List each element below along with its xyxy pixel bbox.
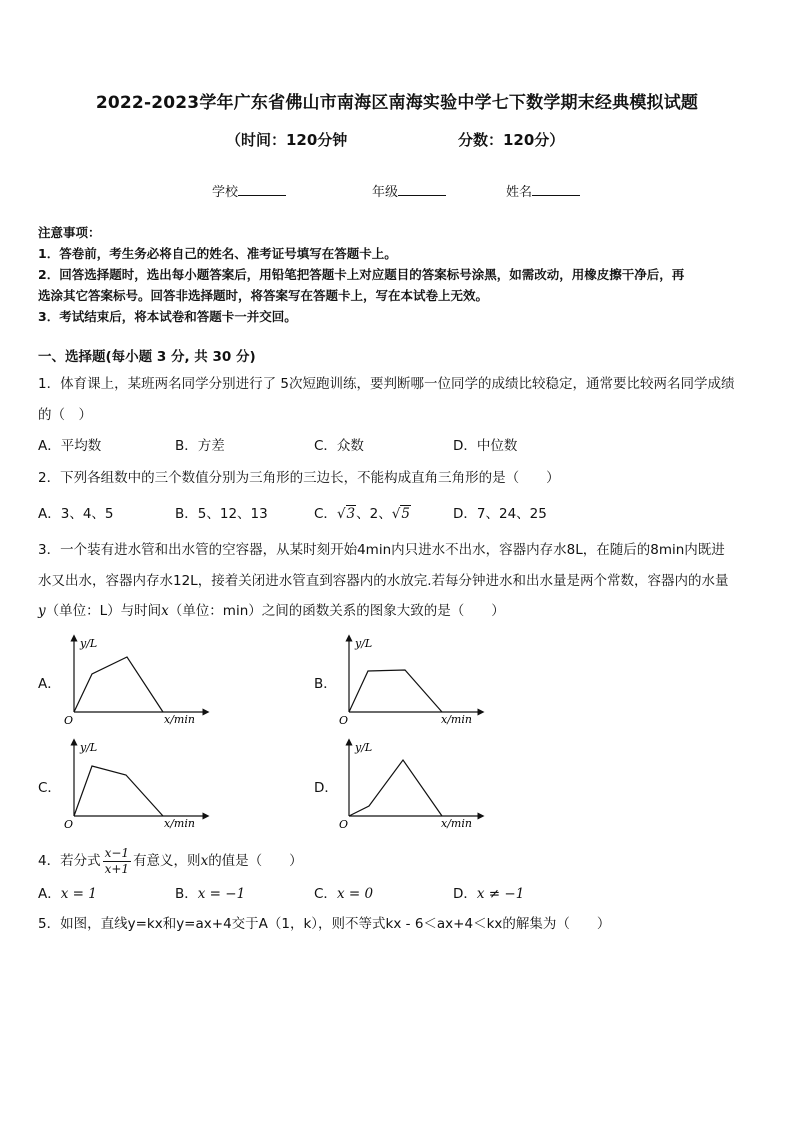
q1-option-a[interactable]: A．平均数: [38, 438, 102, 454]
q3-var-y: y: [38, 603, 46, 619]
q3-graph-d[interactable]: [335, 738, 485, 830]
q4-option-d[interactable]: [453, 884, 524, 904]
exam-title: 2022-2023学年广东省佛山市南海区南海实验中学七下数学期末经典模拟试题: [95, 93, 699, 113]
q3-var-x: x: [161, 603, 169, 619]
q4-option-b[interactable]: [175, 884, 245, 904]
q2-option-c-mid: 、2、: [356, 506, 392, 522]
section-heading: 一、选择题(每小题 3 分, 共 30 分): [38, 349, 256, 365]
q1-text-line2: 的（ ）: [38, 407, 92, 423]
q2-option-b[interactable]: B．5、12、13: [175, 506, 268, 522]
graph-line: [74, 657, 163, 712]
q2-option-c[interactable]: C．√3、2、√5: [314, 506, 410, 522]
q3-option-c-label[interactable]: C．: [38, 780, 61, 796]
school-label: 学校: [212, 185, 239, 200]
q2-sqrt-5: 5: [401, 506, 410, 522]
q4-option-a-math: x = 1: [60, 886, 97, 902]
q4-option-a-label: A．: [38, 886, 61, 902]
origin-label: O: [64, 818, 74, 830]
q3-graph-b[interactable]: [335, 634, 485, 726]
q3-text-line3-b: （单位：min）之间的函数关系的图象大致的是（ ）: [168, 603, 505, 619]
q1-option-d[interactable]: D．中位数: [453, 438, 518, 454]
y-axis-label: y/L: [355, 741, 373, 754]
notice-item-2-cont: 选涂其它答案标号。回答非选择题时，将答案写在答题卡上，写在本试卷上无效。: [38, 288, 489, 303]
x-axis-label: x/min: [164, 713, 195, 726]
notice-item-2: 2．回答选择题时，选出每小题答案后，用铅笔把答题卡上对应题目的答案标号涂黑，如需改动，用橡皮擦干净后，再: [38, 267, 685, 282]
q3-graph-a[interactable]: [60, 634, 210, 726]
y-axis-label: y/L: [80, 741, 98, 754]
q3-text-line3: [38, 601, 760, 621]
q4-option-a[interactable]: [38, 884, 97, 904]
x-axis-label: x/min: [441, 817, 472, 830]
school-field: [212, 181, 286, 200]
q2-option-a[interactable]: A．3、4、5: [38, 506, 114, 522]
q1-option-b[interactable]: B．方差: [175, 438, 225, 454]
name-field: [506, 181, 580, 200]
exam-time: （时间：120分钟: [226, 131, 348, 149]
q4-text: [38, 844, 760, 878]
x-axis-label: x/min: [164, 817, 195, 830]
q4-option-c-math: x = 0: [336, 886, 374, 902]
q5-text: 5．如图，直线y=kx和y=ax+4交于A（1，k），则不等式kx - 6＜ax+4＜kx的解集为（ ）: [38, 916, 611, 932]
graph-line: [74, 766, 163, 816]
q4-option-b-label: B．: [175, 886, 198, 902]
q3-graph-c[interactable]: [60, 738, 210, 830]
name-blank: [532, 183, 580, 196]
q4-numerator: x−1: [104, 845, 130, 860]
school-blank: [238, 183, 286, 196]
q4-denominator: x+1: [104, 861, 130, 876]
origin-label: O: [64, 714, 74, 726]
q4-suffix: 的值是（ ）: [208, 853, 303, 869]
q4-mid: 有意义，则: [133, 853, 201, 869]
q2-sqrt-3: 3: [346, 506, 356, 522]
grade-field: [372, 181, 446, 200]
grade-blank: [398, 183, 446, 196]
notice-block: [38, 222, 758, 327]
name-label: 姓名: [506, 185, 533, 200]
origin-label: O: [339, 818, 349, 830]
q4-var: x: [200, 853, 209, 869]
q4-prefix: 4．若分式: [38, 853, 101, 869]
q4-option-b-math: x = −1: [197, 886, 246, 902]
q1-option-c[interactable]: C．众数: [314, 438, 364, 454]
y-axis-label: y/L: [80, 637, 98, 650]
y-axis-label: y/L: [355, 637, 373, 650]
origin-label: O: [339, 714, 349, 726]
q3-text-line3-a: （单位：L）与时间: [45, 603, 162, 619]
q2-option-d[interactable]: D．7、24、25: [453, 506, 547, 522]
q2-text: 2．下列各组数中的三个数值分别为三角形的三边长，不能构成直角三角形的是（ ）: [38, 470, 560, 486]
q4-option-d-math: x ≠ −1: [476, 886, 525, 902]
graph-line: [349, 670, 442, 712]
notice-heading: 注意事项：: [38, 225, 101, 240]
q3-option-d-label[interactable]: D．: [314, 780, 338, 796]
q3-text-line2: 水又出水，容器内存水12L，接着关闭进水管直到容器内的水放完.若每分钟进水和出水量是两个常数，容器内的水量: [38, 573, 729, 589]
q4-option-d-label: D．: [453, 886, 477, 902]
x-axis-label: x/min: [441, 713, 472, 726]
q4-option-c-label: C．: [314, 886, 337, 902]
q3-text-line1: 3．一个装有进水管和出水管的空容器，从某时刻开始4min内只进水不出水，容器内存水8L，在随后的8min内既进: [38, 542, 725, 558]
notice-item-3: 3．考试结束后，将本试卷和答题卡一并交回。: [38, 309, 297, 324]
notice-item-1: 1．答卷前，考生务必将自己的姓名、准考证号填写在答题卡上。: [38, 246, 397, 261]
q1-text-line1: 1．体育课上，某班两名同学分别进行了 5次短跑训练，要判断哪一位同学的成绩比较稳定，通常要比较两名同学成绩: [38, 376, 735, 392]
q2-option-c-label: C．: [314, 506, 337, 522]
exam-score: 分数：120分）: [458, 131, 565, 149]
graph-line: [349, 760, 442, 816]
q3-option-b-label[interactable]: B．: [314, 676, 337, 692]
grade-label: 年级: [372, 185, 399, 200]
q4-option-c[interactable]: [314, 884, 373, 904]
q4-fraction: [103, 846, 131, 877]
q3-option-a-label[interactable]: A．: [38, 676, 61, 692]
